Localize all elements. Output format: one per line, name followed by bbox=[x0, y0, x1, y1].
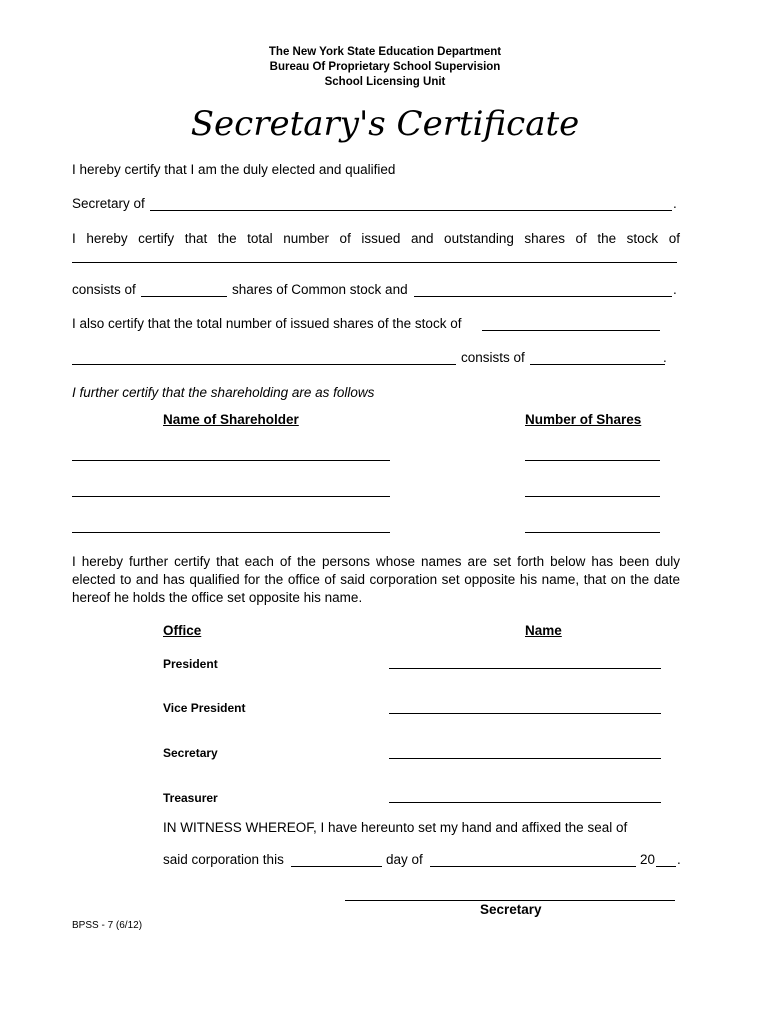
other-stock-field[interactable] bbox=[414, 296, 672, 297]
shares-number-field-3[interactable] bbox=[525, 532, 660, 533]
further-certify-text: I further certify that the shareholding are as follows bbox=[72, 385, 375, 400]
page-title: Secretary's Certificate bbox=[190, 104, 580, 144]
period-mark: . bbox=[673, 196, 677, 211]
stock-company-field[interactable] bbox=[72, 262, 677, 263]
signature-label: Secretary bbox=[480, 902, 542, 917]
shareholder-name-header: Name of Shareholder bbox=[163, 412, 299, 427]
day-of-label: day of bbox=[386, 852, 423, 867]
form-id: BPSS - 7 (6/12) bbox=[72, 920, 143, 931]
year-prefix: 20 bbox=[640, 852, 656, 867]
shares-number-field-2[interactable] bbox=[525, 496, 660, 497]
common-shares-field[interactable] bbox=[141, 296, 227, 297]
shareholder-name-field-2[interactable] bbox=[72, 496, 390, 497]
treasurer-name-field[interactable] bbox=[389, 802, 661, 803]
role-vice-president: Vice President bbox=[163, 701, 246, 715]
total-issued-outstanding-text: I hereby certify that the total number of issued and outstanding shares of the stock of bbox=[72, 231, 680, 246]
shareholder-name-field-1[interactable] bbox=[72, 460, 390, 461]
header-bureau: Bureau Of Proprietary School Supervision bbox=[269, 61, 501, 73]
consists-of-label-2: consists of bbox=[461, 350, 525, 365]
role-secretary: Secretary bbox=[163, 746, 218, 760]
president-name-field[interactable] bbox=[389, 668, 661, 669]
officers-paragraph: I hereby further certify that each of the persons whose names are set forth below has been duly elected to and has qualified for the office of said corporation set opposite his name, that on the date hereof he holds the office set opposite his name. bbox=[72, 554, 680, 605]
year-suffix: . bbox=[677, 852, 681, 867]
month-field[interactable] bbox=[430, 866, 636, 867]
issued-shares-field[interactable] bbox=[530, 364, 665, 365]
also-certify-text: I also certify that the total number of issued shares of the stock of bbox=[72, 316, 462, 331]
role-treasurer: Treasurer bbox=[163, 791, 218, 805]
shareholder-name-field-3[interactable] bbox=[72, 532, 390, 533]
signature-line[interactable] bbox=[345, 900, 675, 901]
header-department: The New York State Education Department bbox=[268, 46, 502, 58]
also-company-field[interactable] bbox=[72, 364, 456, 365]
shares-number-header: Number of Shares bbox=[525, 412, 642, 427]
header-unit: School Licensing Unit bbox=[324, 76, 446, 88]
also-stock-field[interactable] bbox=[482, 330, 660, 331]
secretary-name-field[interactable] bbox=[389, 758, 661, 759]
role-president: President bbox=[163, 657, 218, 671]
year-field[interactable] bbox=[656, 866, 676, 867]
shares-number-field-1[interactable] bbox=[525, 460, 660, 461]
consists-of-label: consists of bbox=[72, 282, 136, 297]
said-corporation-label: said corporation this bbox=[163, 852, 284, 867]
shares-common-label: shares of Common stock and bbox=[232, 282, 408, 297]
secretary-of-field[interactable] bbox=[150, 210, 672, 211]
certify-elected-text: I hereby certify that I am the duly elected and qualified bbox=[72, 162, 396, 177]
day-field[interactable] bbox=[291, 866, 382, 867]
period-mark-3: . bbox=[663, 350, 667, 365]
secretary-of-label: Secretary of bbox=[72, 196, 145, 211]
office-header: Office bbox=[163, 623, 202, 638]
period-mark-2: . bbox=[673, 282, 677, 297]
officer-name-header: Name bbox=[525, 623, 562, 638]
vice-president-name-field[interactable] bbox=[389, 713, 661, 714]
witness-text: IN WITNESS WHEREOF, I have hereunto set my hand and affixed the seal of bbox=[163, 820, 628, 835]
